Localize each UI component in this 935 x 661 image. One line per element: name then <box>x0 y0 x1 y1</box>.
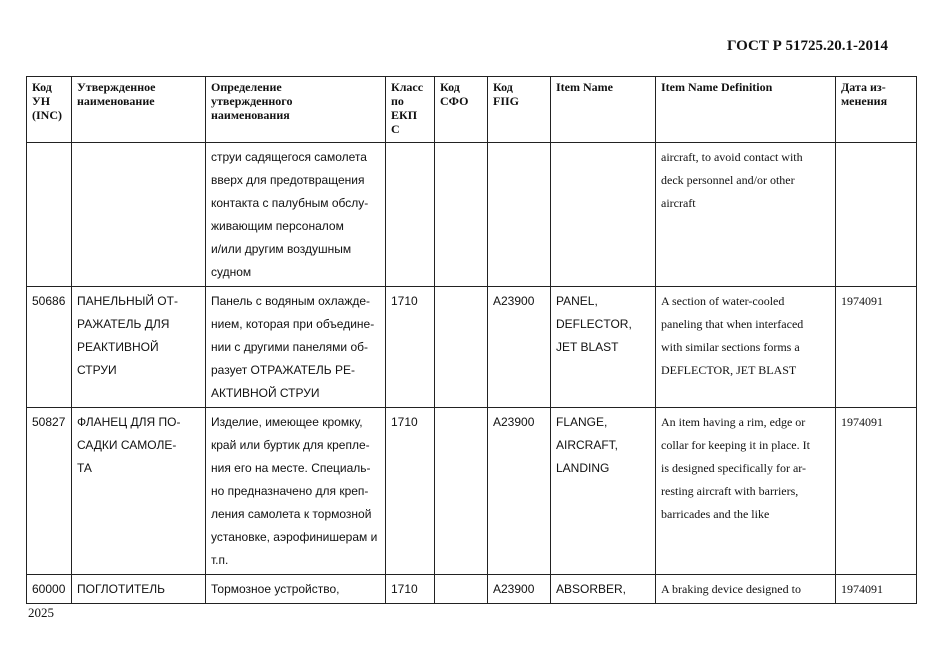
name-ru-cell <box>72 575 206 604</box>
header-row <box>27 77 917 143</box>
column-header-inc: Код УН (INC) <box>27 77 72 143</box>
column-header-sfo: Код СФО <box>435 77 488 143</box>
text-line: вверх для предотвращения <box>211 173 365 187</box>
column-header-class: Класс по ЕКП С <box>386 77 435 143</box>
sfo-cell <box>435 287 488 408</box>
fiig-cell <box>488 143 551 287</box>
column-header-fiig: Код FIIG <box>488 77 551 143</box>
name-ru-cell <box>72 143 206 287</box>
text-line: barricades and the like <box>661 507 770 521</box>
column-header-date: Дата из- менения <box>836 77 917 143</box>
text-line: нии с другими панелями об- <box>211 340 369 354</box>
inc-cell: 50827 <box>27 408 72 575</box>
definition-ru-cell <box>206 575 386 604</box>
text-line: край или буртик для крепле- <box>211 438 370 452</box>
text-line: ПОГЛОТИТЕЛЬ <box>77 582 166 596</box>
text-line: aircraft, to avoid contact with <box>661 150 803 164</box>
text-line: resting aircraft with barriers, <box>661 484 799 498</box>
text-line: судном <box>211 265 252 279</box>
class-cell: 1710 <box>386 408 435 575</box>
text-line: РАЖАТЕЛЬ ДЛЯ <box>77 317 170 331</box>
text-line: A braking device designed to <box>661 582 801 596</box>
sfo-cell <box>435 143 488 287</box>
sfo-cell <box>435 408 488 575</box>
text-line: ФЛАНЕЦ ДЛЯ ПО- <box>77 415 181 429</box>
text-line: СТРУИ <box>77 363 117 377</box>
text-line: FLANGE, <box>556 415 608 429</box>
text-line: струи садящегося самолета <box>211 150 367 164</box>
text-line: АКТИВНОЙ СТРУИ <box>211 386 320 400</box>
text-line: САДКИ САМОЛЕ- <box>77 438 177 452</box>
text-line: ния его на месте. Специаль- <box>211 461 371 475</box>
text-line: разует ОТРАЖАТЕЛЬ РЕ- <box>211 363 355 377</box>
class-cell: 1710 <box>386 287 435 408</box>
text-line: Панель с водяным охлажде- <box>211 294 371 308</box>
date-cell <box>836 143 917 287</box>
text-line: PANEL, <box>556 294 598 308</box>
item-name-cell <box>551 408 656 575</box>
text-line: но предназначено для креп- <box>211 484 369 498</box>
inc-cell <box>27 143 72 287</box>
table-row <box>27 287 917 408</box>
text-line: ления самолета к тормозной <box>211 507 372 521</box>
text-line: paneling that when interfaced <box>661 317 804 331</box>
text-line: РЕАКТИВНОЙ <box>77 340 159 354</box>
text-line: Изделие, имеющее кромку, <box>211 415 363 429</box>
text-line: ТА <box>77 461 92 475</box>
name-ru-cell <box>72 408 206 575</box>
date-cell: 1974091 <box>836 408 917 575</box>
fiig-cell: A23900 <box>488 575 551 604</box>
text-line: AIRCRAFT, <box>556 438 619 452</box>
text-line: deck personnel and/or other <box>661 173 795 187</box>
item-definition-cell <box>656 287 836 408</box>
column-header-definition-ru: Определение утвержденного наименования <box>206 77 386 143</box>
date-cell: 1974091 <box>836 575 917 604</box>
text-line: живающим персоналом <box>211 219 344 233</box>
definition-ru-cell <box>206 287 386 408</box>
column-header-name-ru: Утвержденное наименование <box>72 77 206 143</box>
text-line: collar for keeping it in place. It <box>661 438 810 452</box>
text-line: установке, аэрофинишерам и <box>211 530 378 544</box>
item-definition-cell <box>656 143 836 287</box>
text-line: An item having a rim, edge or <box>661 415 806 429</box>
text-line: DEFLECTOR, <box>556 317 632 331</box>
document-header: ГОСТ Р 51725.20.1-2014 <box>726 38 888 54</box>
item-definition-cell <box>656 575 836 604</box>
definition-ru-cell <box>206 408 386 575</box>
column-header-item-definition: Item Name Definition <box>656 77 836 143</box>
sfo-cell <box>435 575 488 604</box>
class-cell: 1710 <box>386 575 435 604</box>
table-row <box>27 575 917 604</box>
text-line: with similar sections forms a <box>661 340 800 354</box>
definition-ru-cell <box>206 143 386 287</box>
text-line: DEFLECTOR, JET BLAST <box>661 363 797 377</box>
text-line: и/или другим воздушным <box>211 242 352 256</box>
date-cell: 1974091 <box>836 287 917 408</box>
text-line: ПАНЕЛЬНЫЙ ОТ- <box>77 294 178 308</box>
inc-cell: 60000 <box>27 575 72 604</box>
item-name-cell <box>551 287 656 408</box>
text-line: is designed specifically for ar- <box>661 461 807 475</box>
text-line: LANDING <box>556 461 610 475</box>
text-line: A section of water-cooled <box>661 294 785 308</box>
text-line: т.п. <box>211 553 229 567</box>
item-name-cell <box>551 575 656 604</box>
text-line: контакта с палубным обслу- <box>211 196 369 210</box>
text-line: нием, которая при объедине- <box>211 317 375 331</box>
text-line: ABSORBER, <box>556 582 627 596</box>
specification-table <box>26 76 917 604</box>
text-line: aircraft <box>661 196 696 210</box>
name-ru-cell <box>72 287 206 408</box>
table-row <box>27 143 917 287</box>
class-cell <box>386 143 435 287</box>
table-row <box>27 408 917 575</box>
column-header-item-name: Item Name <box>551 77 656 143</box>
item-name-cell <box>551 143 656 287</box>
inc-cell: 50686 <box>27 287 72 408</box>
text-line: JET BLAST <box>556 340 619 354</box>
fiig-cell: A23900 <box>488 408 551 575</box>
text-line: Тормозное устройство, <box>211 582 340 596</box>
page-number: 2025 <box>28 605 54 620</box>
item-definition-cell <box>656 408 836 575</box>
fiig-cell: A23900 <box>488 287 551 408</box>
